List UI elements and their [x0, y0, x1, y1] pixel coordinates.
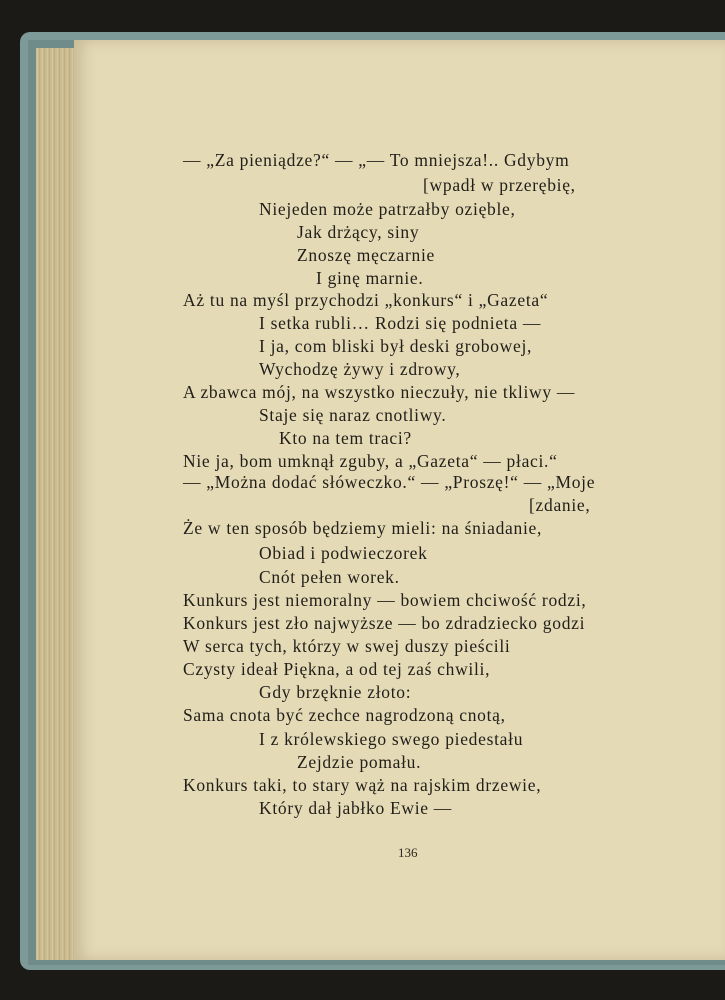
poem-line: — „Za pieniądze?“ — „— To mniejsza!.. Gdybym	[183, 150, 570, 170]
poem-line: Aż tu na myśl przychodzi „konkurs“ i „Gazeta“	[183, 290, 549, 310]
poem-line: Czysty ideał Piękna, a od tej zaś chwili,	[183, 659, 491, 679]
poem-line: Sama cnota być zechce nagrodzoną cnotą,	[183, 705, 506, 725]
poem-line: [zdanie,	[529, 495, 591, 515]
poem-line: Znoszę męczarnie	[297, 245, 435, 265]
poem-line: Kunkurs jest niemoralny — bowiem chciwość rodzi,	[183, 590, 587, 610]
poem-line: Nie ja, bom umknął zguby, a „Gazeta“ — płaci.“	[183, 451, 558, 471]
poem-line: I setka rubli… Rodzi się podnieta —	[259, 313, 542, 333]
poem-line: [wpadł w przerębię,	[423, 175, 576, 195]
poem-line: Zejdzie pomału.	[297, 752, 422, 772]
poem-line: Wychodzę żywy i zdrowy,	[259, 359, 461, 379]
poem-line: Który dał jabłko Ewie —	[259, 798, 453, 818]
poem-line: Obiad i podwieczorek	[259, 543, 428, 563]
poem-line: Niejeden może patrzałby ozięble,	[259, 199, 516, 219]
poem-line: Konkurs taki, to stary wąż na rajskim drzewie,	[183, 775, 542, 795]
poem-line: W serca tych, którzy w swej duszy pieścili	[183, 636, 511, 656]
poem-line: Cnót pełen worek.	[259, 567, 400, 587]
poem-line: — „Można dodać słóweczko.“ — „Proszę!“ — „Moje	[183, 472, 596, 492]
poem-line: I z królewskiego swego piedestału	[259, 729, 524, 749]
poem-line: I ja, com bliski był deski grobowej,	[259, 336, 533, 356]
page-edges	[36, 48, 76, 960]
poem-line: Konkurs jest zło najwyższe — bo zdradziecko godzi	[183, 613, 586, 633]
poem-line: Jak drżący, siny	[297, 222, 420, 242]
poem-line: I ginę marnie.	[316, 268, 424, 288]
book-page	[74, 40, 725, 960]
page-number: 136	[398, 845, 418, 860]
poem-line: Gdy brzęknie złoto:	[259, 682, 412, 702]
poem-line: Staje się naraz cnotliwy.	[259, 405, 447, 425]
poem-line: Kto na tem traci?	[279, 428, 412, 448]
poem-line: Że w ten sposób będziemy mieli: na śniadanie,	[183, 518, 543, 538]
poem-line: A zbawca mój, na wszystko nieczuły, nie tkliwy —	[183, 382, 576, 402]
